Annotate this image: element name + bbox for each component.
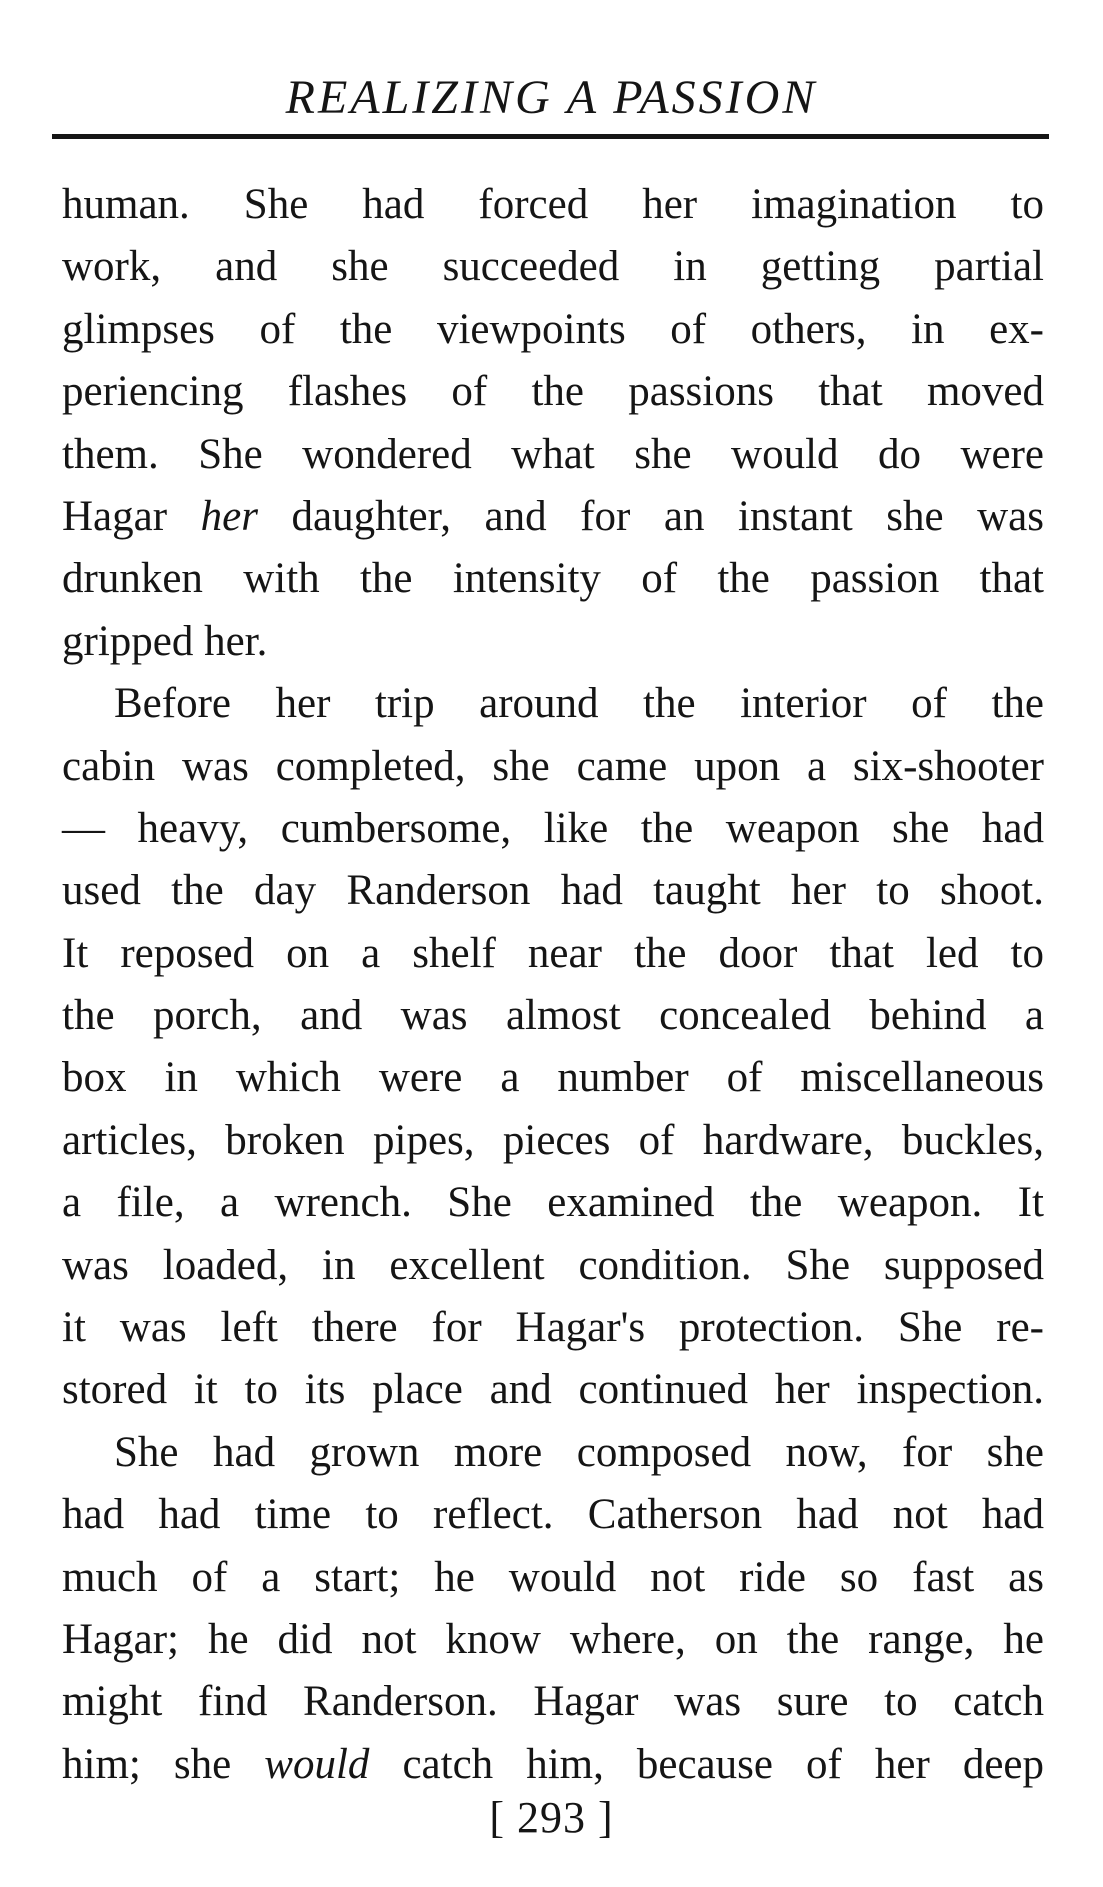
text-line xyxy=(62,486,1044,548)
text-line: might find Randerson. Hagar was sure to catch xyxy=(62,1678,1044,1726)
italic-word: would xyxy=(264,1740,370,1788)
text-line xyxy=(62,1734,1044,1796)
text-line: was loaded, in excellent condition. She supposed xyxy=(62,1241,1044,1289)
text-line: Before her trip around the interior of the xyxy=(114,680,1044,728)
text-line: the porch, and was almost concealed behind a xyxy=(62,992,1044,1040)
text-line: cabin was completed, she came upon a six-shooter xyxy=(62,742,1044,790)
text-line: periencing flashes of the passions that moved xyxy=(62,368,1044,416)
line-prefix: him; she xyxy=(62,1740,232,1788)
text-line: drunken with the intensity of the passion that xyxy=(62,555,1044,603)
italic-word: her xyxy=(200,492,258,540)
text-line: had had time to reflect. Catherson had not had xyxy=(62,1491,1044,1539)
text-line: box in which were a number of miscellaneous xyxy=(62,1054,1044,1102)
body-text xyxy=(62,174,1044,1796)
text-line: gripped her. xyxy=(62,617,268,665)
line-rest: catch him, because of her deep xyxy=(402,1740,1044,1788)
header-rule xyxy=(52,134,1049,139)
text-line: Hagar; he did not know where, on the range, he xyxy=(62,1615,1044,1663)
text-line: used the day Randerson had taught her to shoot. xyxy=(62,867,1044,915)
text-line: articles, broken pipes, pieces of hardware, buckles, xyxy=(62,1116,1044,1164)
text-line: — heavy, cumbersome, like the weapon she had xyxy=(62,804,1044,852)
text-line: It reposed on a shelf near the door that led to xyxy=(62,929,1044,977)
text-line: them. She wondered what she would do were xyxy=(62,430,1044,478)
text-line: much of a start; he would not ride so fast as xyxy=(62,1553,1044,1601)
text-line: it was left there for Hagar's protection. She re- xyxy=(62,1304,1044,1352)
text-line: a file, a wrench. She examined the weapon. It xyxy=(62,1179,1044,1227)
page-number: [ 293 ] xyxy=(489,1793,614,1842)
text-line: stored it to its place and continued her inspection. xyxy=(62,1366,1044,1414)
running-head: REALIZING A PASSION xyxy=(285,71,818,124)
line-rest: daughter, and for an instant she was xyxy=(291,492,1044,540)
text-line: work, and she succeeded in getting partial xyxy=(62,243,1044,291)
text-line: human. She had forced her imagination to xyxy=(62,181,1044,228)
line-prefix: Hagar xyxy=(62,492,168,540)
text-line: glimpses of the viewpoints of others, in ex- xyxy=(62,305,1044,353)
text-line: She had grown more composed now, for she xyxy=(114,1428,1044,1476)
